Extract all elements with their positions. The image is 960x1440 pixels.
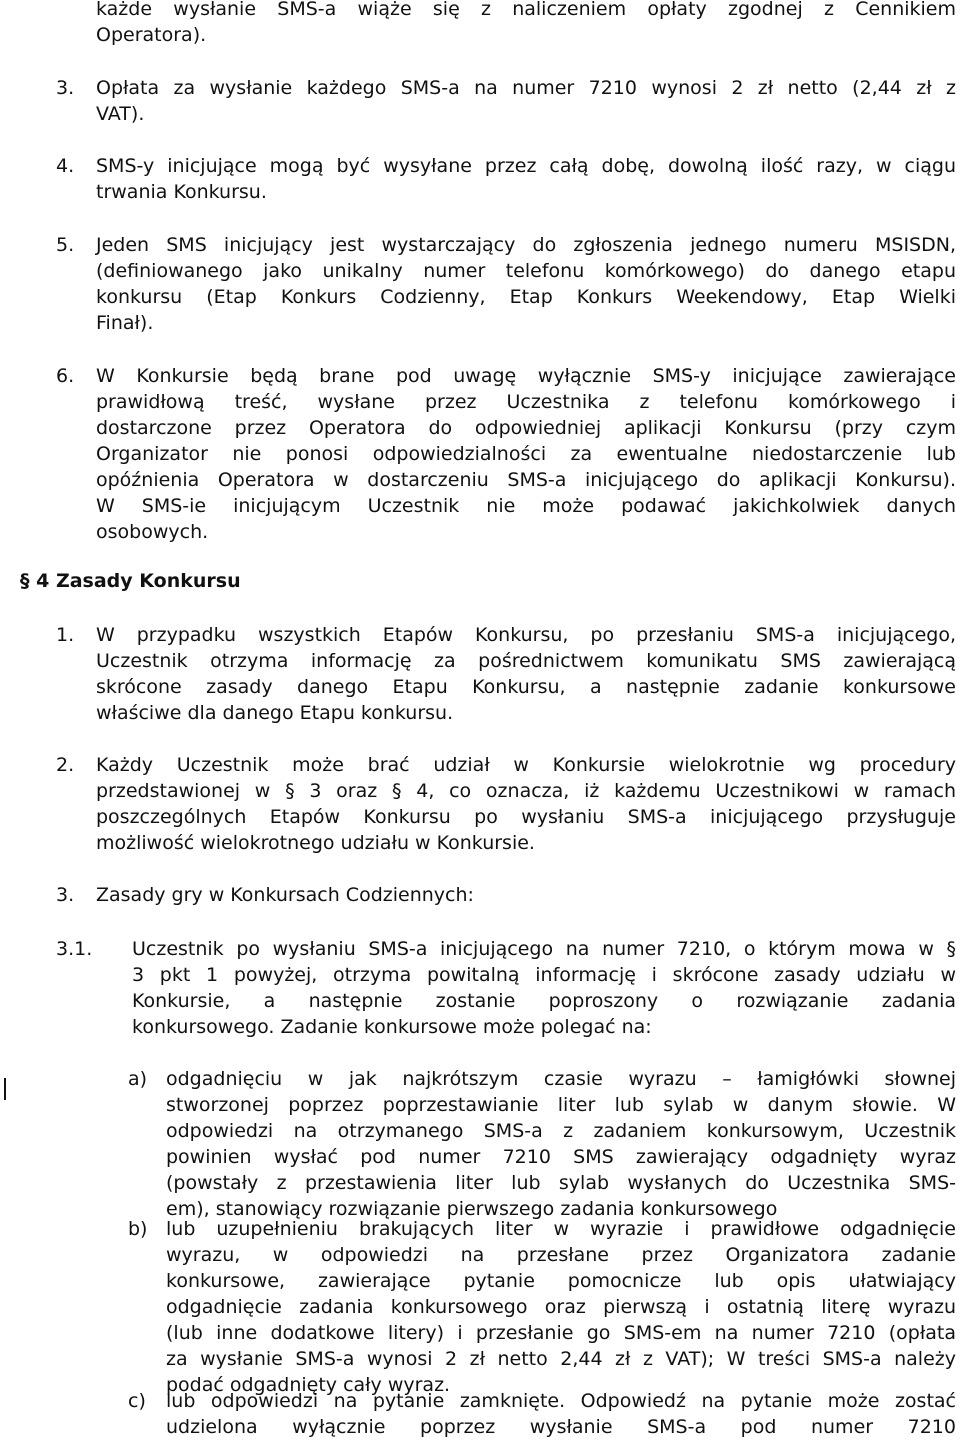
- rule-1-line: skrócone zasady danego Etapu Konkursu, a następnie zadanie konkursowe: [96, 676, 956, 698]
- revision-bar: [4, 1078, 6, 1100]
- option-a-line: (powstały z przestawienia liter lub sylab wysłanych do Uczestnika SMS-: [166, 1172, 956, 1194]
- option-c-line: udzielona wyłącznie poprzez wysłanie SMS-a pod numer 7210: [166, 1416, 956, 1438]
- rule-1-number: 1.: [56, 624, 75, 646]
- option-b-line: odgadnięcie zadania konkursowego oraz pierwszą i ostatnią literę wyrazu: [166, 1296, 956, 1318]
- rule-2-line: poszczególnych Etapów Konkursu po wysłaniu SMS-a inicjującego przysługuje: [96, 806, 956, 828]
- paragraph-6-line: W Konkursie będą brane pod uwagę wyłącznie SMS-y inicjujące zawierające: [96, 365, 956, 387]
- paragraph-4-number: 4.: [56, 155, 75, 177]
- intro-text-line: każde wysłanie SMS-a wiąże się z naliczeniem opłaty zgodnej z Cennikiem: [96, 0, 956, 20]
- paragraph-5-number: 5.: [56, 234, 75, 256]
- rule-1-line: W przypadku wszystkich Etapów Konkursu, po przesłaniu SMS-a inicjującego,: [96, 624, 956, 646]
- rule-3-line: Zasady gry w Konkursach Codziennych:: [96, 884, 474, 906]
- rule-3-1-number: 3.1.: [56, 938, 93, 960]
- rule-3-1-line: 3 pkt 1 powyżej, otrzyma powitalną informację i skrócone zasady udziału w: [132, 964, 956, 986]
- option-b-line: podać odgadnięty cały wyraz.: [166, 1374, 451, 1396]
- option-a-number: a): [128, 1068, 148, 1090]
- paragraph-5-line: (definiowanego jako unikalny numer telefonu komórkowego) do danego etapu: [96, 260, 956, 282]
- option-a-line: stworzonej poprzez poprzestawianie liter lub sylab w danym słowie. W: [166, 1094, 956, 1116]
- rule-2-line: Każdy Uczestnik może brać udział w Konkursie wielokrotnie wg procedury: [96, 754, 956, 776]
- option-b-line: konkursowe, zawierające pytanie pomocnicze lub opis ułatwiający: [166, 1270, 956, 1292]
- paragraph-3-line: VAT).: [96, 103, 145, 125]
- option-c-number: c): [128, 1390, 146, 1412]
- paragraph-4-line: trwania Konkursu.: [96, 181, 267, 203]
- rule-2-number: 2.: [56, 754, 75, 776]
- paragraph-6-line: dostarczone przez Operatora do odpowiedniej aplikacji Konkursu (przy czym: [96, 417, 956, 439]
- paragraph-5-line: Jeden SMS inicjujący jest wystarczający do zgłoszenia jednego numeru MSISDN,: [96, 234, 956, 256]
- paragraph-6-number: 6.: [56, 365, 75, 387]
- paragraph-5-line: konkursu (Etap Konkurs Codzienny, Etap Konkurs Weekendowy, Etap Wielki: [96, 286, 956, 308]
- paragraph-6-line: opóźnienia Operatora w dostarczeniu SMS-a inicjującego do aplikacji Konkursu).: [96, 469, 956, 491]
- rule-3-number: 3.: [56, 884, 75, 906]
- option-b-line: (lub inne dodatkowe litery) i przesłanie go SMS-em na numer 7210 (opłata: [166, 1322, 956, 1344]
- paragraph-6-line: prawidłową treść, wysłane przez Uczestnika z telefonu komórkowego i: [96, 391, 956, 413]
- option-b-line: za wysłanie SMS-a wynosi 2 zł netto 2,44 zł z VAT); W treści SMS-a należy: [166, 1348, 956, 1370]
- rule-3-1-line: Uczestnik po wysłaniu SMS-a inicjującego na numer 7210, o którym mowa w §: [132, 938, 956, 960]
- paragraph-6-line: osobowych.: [96, 521, 209, 543]
- option-b-number: b): [128, 1218, 148, 1240]
- option-c-line: lub odpowiedzi na pytanie zamknięte. Odpowiedź na pytanie może zostać: [166, 1390, 956, 1412]
- paragraph-6-line: W SMS-ie inicjującym Uczestnik nie może podawać jakichkolwiek danych: [96, 495, 956, 517]
- option-a-line: powinien wysłać pod numer 7210 SMS zawierający odgadnięty wyraz: [166, 1146, 956, 1168]
- option-b-line: lub uzupełnieniu brakujących liter w wyrazie i prawidłowe odgadnięcie: [166, 1218, 956, 1240]
- rule-1-line: właściwe dla danego Etapu konkursu.: [96, 702, 454, 724]
- rule-2-line: przedstawionej w § 3 oraz § 4, co oznacza, iż każdemu Uczestnikowi w ramach: [96, 780, 956, 802]
- paragraph-6-line: Organizator nie ponosi odpowiedzialności za ewentualne niedostarczenie lub: [96, 443, 956, 465]
- rule-3-1-line: konkursowego. Zadanie konkursowe może polegać na:: [132, 1016, 652, 1038]
- paragraph-3-line: Opłata za wysłanie każdego SMS-a na numer 7210 wynosi 2 zł netto (2,44 zł z: [96, 77, 956, 99]
- option-a-line: odgadnięciu w jak najkrótszym czasie wyrazu – łamigłówki słownej: [166, 1068, 956, 1090]
- option-b-line: wyrazu, w odpowiedzi na przesłane przez Organizatora zadanie: [166, 1244, 956, 1266]
- rule-3-1-line: Konkursie, a następnie zostanie poproszony o rozwiązanie zadania: [132, 990, 956, 1012]
- paragraph-3-number: 3.: [56, 77, 75, 99]
- paragraph-5-line: Finał).: [96, 312, 154, 334]
- option-a-line: odpowiedzi na otrzymanego SMS-a z zadaniem konkursowym, Uczestnik: [166, 1120, 956, 1142]
- paragraph-4-line: SMS-y inicjujące mogą być wysyłane przez całą dobę, dowolną ilość razy, w ciągu: [96, 155, 956, 177]
- section-heading: § 4 Zasady Konkursu: [20, 570, 241, 592]
- rule-2-line: możliwość wielokrotnego udziału w Konkursie.: [96, 832, 535, 854]
- intro-text-line: Operatora).: [96, 24, 207, 46]
- option-a-line: em), stanowiący rozwiązanie pierwszego zadania konkursowego: [166, 1198, 778, 1220]
- rule-1-line: Uczestnik otrzyma informację za pośrednictwem komunikatu SMS zawierającą: [96, 650, 956, 672]
